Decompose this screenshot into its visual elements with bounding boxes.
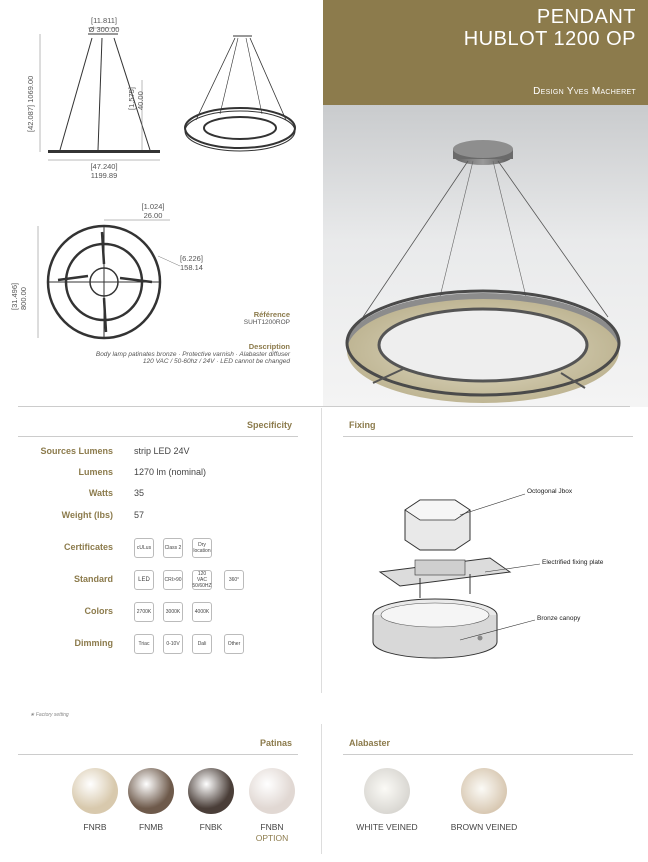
title-line-2: HUBLOT 1200 OP [463,28,636,50]
dimming-label: Dimming [74,638,113,648]
color-2700k-chip: 2700K [134,602,154,622]
spec-value-weight: 57 [134,510,145,520]
ring-depth-inches: [6.226] [180,254,203,263]
alabaster-name-1: BROWN VEINED [450,822,518,832]
inner-mm: 800.00 [19,287,28,310]
reference-block [30,310,290,326]
product-title [464,6,636,50]
color-4000k-chip: 4000K [192,602,212,622]
standard-360-icon: 360° [224,570,244,590]
standard-voltage-icon: 120 VAC 50/60HZ [192,571,212,589]
dimming-010v-chip: 0-10V [163,634,183,654]
top-dim-inches: [11.811] [91,16,117,25]
patina-code-fnmb: FNMB [138,822,164,832]
reference-value: SUHT1200ROP [243,319,290,326]
patinas-heading: Patinas [259,738,292,748]
spec-value-lumens: 1270 lm (nominal) [134,467,207,477]
title-line-1: PENDANT [536,6,636,28]
width-inches: [47.240] [90,162,118,171]
specificity-heading: Specificity [246,420,292,430]
spec-label-watts: Watts [88,488,113,498]
patina-swatch-fnbk[interactable] [188,768,234,814]
description-line-1: Body lamp patinates bronze · Protective varnish · Alabaster diffuser [95,351,290,358]
dimming-triac-chip: Triac [134,634,154,654]
fixing-exploded-diagram [360,480,630,670]
technical-drawings [10,10,320,400]
spec-label-lumens: Lumens [78,467,113,477]
column-divider [321,408,322,693]
height-inches: [42.087] [26,104,35,132]
description-label: Description [248,342,290,351]
fixing-rule [343,436,633,437]
cert-class2-icon: Class 2 [163,538,183,558]
ring-width-inches: [1.024] [141,202,165,211]
standard-label: Standard [73,574,113,584]
color-3000k-chip: 3000K [163,602,183,622]
footnote: ★ Factory setting [30,712,69,718]
alabaster-rule [343,754,633,755]
dimming-other-chip: Other [224,634,244,654]
ring-depth-mm: 158.14 [180,263,203,272]
cert-dry-location-icon: Dry location [192,538,212,558]
top-dim-mm: Ø 300.00 [88,25,120,34]
height-mm: 1069.00 [26,75,35,103]
patina-swatch-fnbn[interactable] [249,768,295,814]
callout-octogonal-jbox: Octogonal Jbox [527,488,573,495]
alabaster-name-0: WHITE VEINED [356,822,418,832]
finish-column-divider [321,724,322,854]
alabaster-heading: Alabaster [349,738,391,748]
specificity-rule [18,436,298,437]
patina-swatch-fnrb[interactable] [72,768,118,814]
alabaster-swatch-1[interactable] [461,768,507,814]
spec-value-sources: strip LED 24V [134,446,190,456]
colors-label: Colors [84,606,113,616]
patinas-rule [18,754,298,755]
fixing-heading: Fixing [349,420,376,430]
patina-code-fnrb: FNRB [83,822,107,832]
product-photo [323,105,648,407]
certificates-label: Certificates [63,542,113,552]
spec-label-weight: Weight (lbs) [61,510,113,520]
spec-value-watts: 35 [134,488,145,498]
pendant-render [323,105,648,407]
alabaster-swatch-0[interactable] [364,768,410,814]
spec-label-sources: Sources Lumens [40,446,113,456]
title-panel [323,0,648,105]
standard-led-icon: LED [134,570,154,590]
inner-inches: [31.496] [10,282,19,310]
patina-code-fnbn: FNBN [260,822,284,832]
reference-label: Référence [253,310,290,319]
description-block [0,342,290,365]
designer-credit: Design Yves Macheret [533,86,636,97]
description-line-2: 120 VAC / 50-60hz / 24V · LED cannot be changed [142,358,290,365]
callout-fixing-plate: Electrified fixing plate [542,559,604,566]
drop-inches: [1.575] [127,87,136,110]
standard-cri-icon: CRI>90 [163,570,183,590]
patina-swatch-fnmb[interactable] [128,768,174,814]
patina-code-fnbk: FNBK [199,822,223,832]
patina-option-note: OPTION [255,833,289,843]
dimming-dali-chip: Dali [192,634,212,654]
callout-bronze-canopy: Bronze canopy [537,615,581,622]
ring-width-mm: 26.00 [143,211,163,220]
cert-culus-icon: cULus [134,538,154,558]
section-divider [18,406,630,407]
width-mm: 1199.89 [90,171,118,180]
drop-mm: 40.00 [136,91,145,110]
